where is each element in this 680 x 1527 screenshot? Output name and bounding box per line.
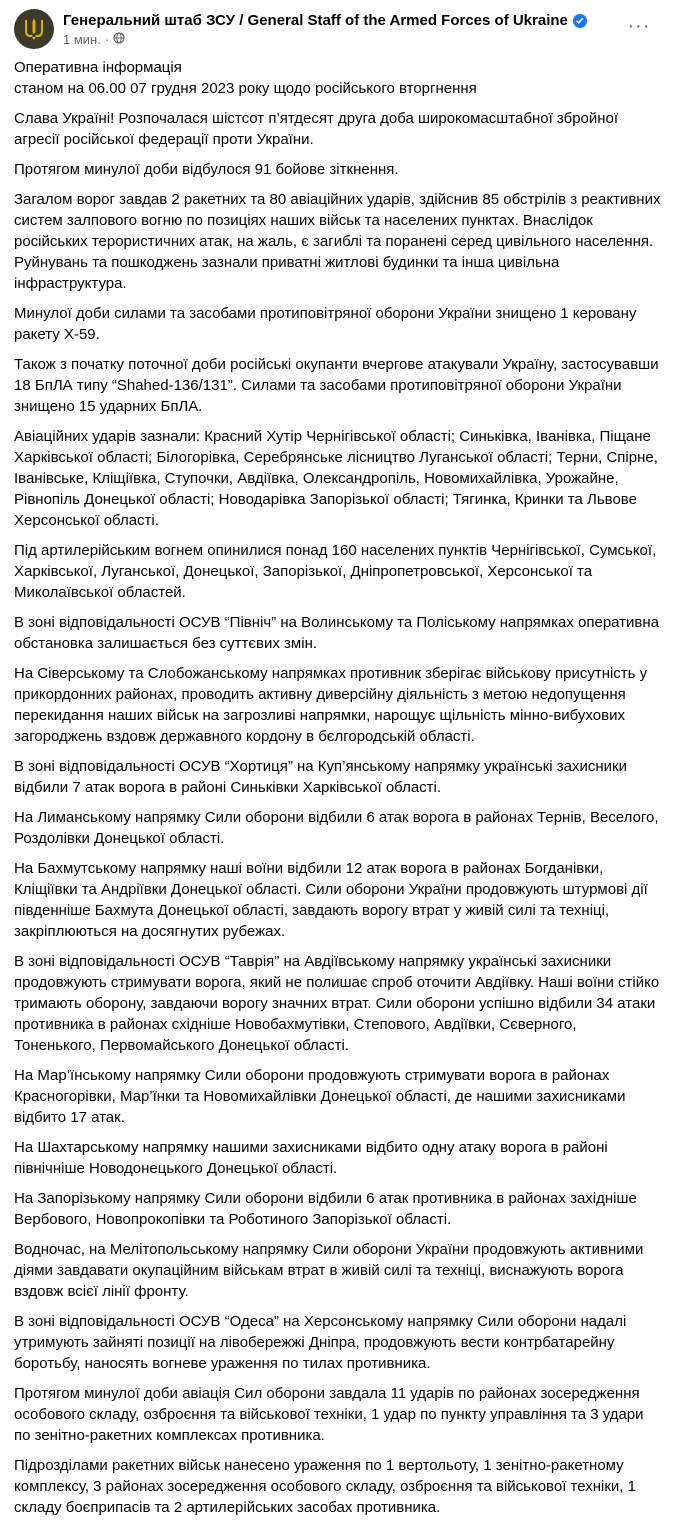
post-paragraph: Водночас, на Мелітопольському напрямку Сили оборони України продовжують активними діями завдавати окупаційним військам втрат в живій силі та техніці, виснажують ворога вздовж всієї лінії фронту.	[14, 1241, 644, 1300]
post-paragraph: На Мар’їнському напрямку Сили оборони продовжують стримувати ворога в районах Красногорівки, Мар’їнки та Новомихайлівки Донецької області, де нашими захисниками відбито 17 атак.	[14, 1067, 626, 1126]
page-name[interactable]: Генеральний штаб ЗСУ / General Staff of the Armed Forces of Ukraine	[63, 12, 568, 29]
verified-badge-icon	[573, 14, 587, 28]
post-paragraph: Протягом минулої доби авіація Сил оборони завдала 11 ударів по районах зосередження особового складу, озброєння та військової техніки, 1 удар по пункту управління та 3 удари по зенітно-ракетних комплексах противника.	[14, 1385, 644, 1444]
post-paragraph: На Шахтарському напрямку нашими захисниками відбито одну атаку ворога в районі північніше Новодонецького Донецької області.	[14, 1139, 608, 1177]
page-name-link[interactable]	[63, 12, 587, 29]
post-paragraph: Авіаційних ударів зазнали: Красний Хутір Чернігівської області; Синьківка, Іванівка, Піщане Харківської області; Білогорівка, Серебрянське лісництво Луганської області; Терни, Спірне, Іванівське, Кліщіївка, Ступочки, Авдіївка, Олександропіль, Новомихайлівка, Урожайне, Рівнопіль Донецької області; Новодарівка Запорізької області; Тягинка, Кринки та Львове Херсонської області.	[14, 428, 658, 529]
post-paragraph: Під артилерійським вогнем опинилися понад 160 населених пунктів Чернігівської, Сумської, Харківської, Луганської, Донецької, Запорізької, Дніпропетровської, Херсонської та Миколаївської областей.	[14, 542, 657, 601]
post-meta	[63, 32, 125, 47]
post-paragraph: В зоні відповідальності ОСУВ “Таврія” на Авдіївському напрямку українські захисники продовжують стримувати ворога, який не полишає спроб оточити Авдіївку. Наші воїни стійко тримають оборону, завдаючи ворогу значних втрат. Сили оборони успішно відбили 34 атаки противника в районах східніше Новобахмутівки, Степового, Авдіївки, Сєверного, Тоненького, Первомайського Донецької області.	[14, 953, 660, 1054]
post-body	[14, 57, 662, 1527]
post-paragraph: В зоні відповідальності ОСУВ “Хортиця” на Куп’янському напрямку українські захисники відбили 7 атак ворога в районі Синьківки Харківської області.	[14, 758, 627, 796]
post-paragraph: Загалом ворог завдав 2 ракетних та 80 авіаційних ударів, здійснив 85 обстрілів з реактивних систем залпового вогню по позиціях наших військ та населених пунктах. Внаслідок російських терористичних атак, на жаль, є загиблі та поранені серед цивільного населення. Руйнувань та пошкоджень зазнали приватні житлові будинки та інша цивільна інфраструктура.	[14, 191, 661, 292]
post-paragraph: На Сіверському та Слобожанському напрямках противник зберігає військову присутність у прикордонних районах, проводить активну диверсійну діяльність з метою недопущення перекидання наших військ на загрозливі напрямки, нарощує щільність мінно-вибухових загороджень вздовж державного кордону в бєлгородській області.	[14, 665, 648, 745]
meta-separator: ·	[104, 32, 110, 47]
post-paragraph: Також з початку поточної доби російські окупанти вчергове атакували Україну, застосувавши 18 БпЛА типу “Shahed-136/131”. Силами та засобами протиповітряної оборони України знищено 15 ударних БпЛА.	[14, 356, 659, 415]
post-paragraph: В зоні відповідальності ОСУВ “Одеса” на Херсонському напрямку Сили оборони надалі утримують зайняті позиції на лівобережжі Дніпра, продовжують вести контрбатарейну боротьбу, наносять вогневе ураження по тилах противника.	[14, 1313, 627, 1372]
trident-emblem-icon	[23, 17, 45, 41]
post-paragraph: Минулої доби силами та засобами протиповітряної оборони України знищено 1 керовану ракету Х-59.	[14, 305, 637, 343]
post-timestamp[interactable]: 1 мин.	[63, 32, 101, 47]
post-paragraph: На Лиманському напрямку Сили оборони відбили 6 атак ворога в районах Тернів, Веселого, Роздолівки Донецької області.	[14, 809, 659, 847]
post-paragraph: Протягом минулої доби відбулося 91 бойове зіткнення.	[14, 161, 399, 178]
post-paragraph: Підрозділами ракетних військ нанесено ураження по 1 вертольоту, 1 зенітно-ракетному комплексу, 3 районах зосередження особового складу, озброєння та військової техніки, 1 складу боєприпасів та 2 артилерійських засобах противника.	[14, 1457, 636, 1516]
post-paragraph: В зоні відповідальності ОСУВ “Північ” на Волинському та Поліському напрямках оперативна обстановка залишається без суттєвих змін.	[14, 614, 660, 652]
post-header	[0, 0, 680, 58]
post-paragraph: Слава Україні! Розпочалася шістсот п’ятдесят друга доба широкомасштабної збройної агресії російської федерації проти України.	[14, 110, 619, 148]
post-paragraph: Оперативна інформація станом на 06.00 07 грудня 2023 року щодо російського вторгнення	[14, 59, 477, 97]
globe-icon[interactable]	[113, 32, 125, 47]
post-paragraph: На Запорізькому напрямку Сили оборони відбили 6 атак противника в районах західніше Вербового, Новопрокопівки та Роботиного Запорізької області.	[14, 1190, 637, 1228]
avatar[interactable]	[14, 9, 54, 49]
post-paragraph: На Бахмутському напрямку наші воїни відбили 12 атак ворога в районах Богданівки, Кліщіївки та Андріївки Донецької області. Сили оборони України продовжують штурмові дії південніше Бахмута Донецької області, завдають ворогу втрат у живій силі та техніці, закріплюються на досягнутих рубежах.	[14, 860, 648, 940]
more-options-icon[interactable]: ···	[627, 14, 651, 37]
